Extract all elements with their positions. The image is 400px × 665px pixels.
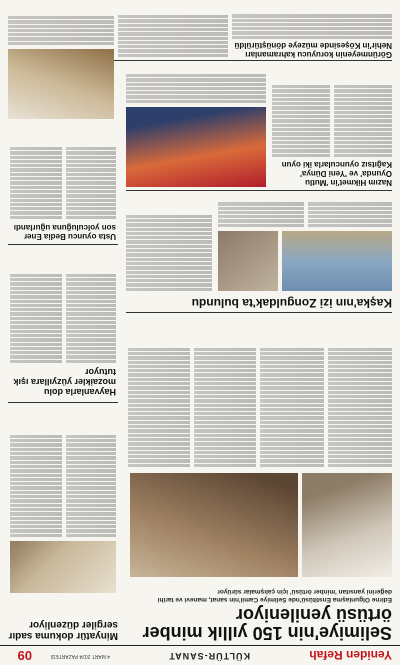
sidebar-divider xyxy=(8,402,118,403)
lead-headline: Selimiye'nin 150 yıllık minber örtüsü yenileniyor xyxy=(142,605,392,643)
lower-photo-stage xyxy=(126,107,266,187)
newspaper-logo: Yeniden Refah xyxy=(309,648,392,662)
middle-photo-left xyxy=(282,231,392,291)
middle-photo-center xyxy=(218,231,278,291)
lead-deck: Edirne Olgunlaşma Enstitüsü'nde Selimiye Camii'nin sanat, manevi ve tarihi değerini yansıtan 'minber örtüsü' için çalışmalar sürüyor xyxy=(157,588,392,603)
lead-text-col-2 xyxy=(260,317,324,467)
middle-headline: Kaşka'nın izi Zonguldak'ta bulundu xyxy=(191,296,392,310)
lead-text-col-1 xyxy=(328,317,392,467)
lead-photo-main xyxy=(130,473,298,577)
sidebar-photo xyxy=(10,541,116,593)
middle-text-col-1 xyxy=(308,195,392,227)
bottom-text-col-3 xyxy=(8,5,114,45)
lower-right-text xyxy=(126,65,266,103)
bottom-photo xyxy=(8,49,114,119)
middle-divider xyxy=(126,312,392,313)
lead-photo-portrait xyxy=(302,473,392,577)
sidebar-headline: Minyatür dokuma sadır sergiler düzenliyor xyxy=(8,619,118,641)
right-mid-headline: Usta oyuncu Bedia Ener son yolculuğuna uğurlandı xyxy=(13,223,116,241)
lead-text-col-3 xyxy=(194,317,256,467)
bottom-text-col-1 xyxy=(118,5,228,57)
right-mid-text-col-1 xyxy=(66,125,116,219)
lead-text-col-4 xyxy=(128,317,190,467)
section-label: KÜLTÜR-SANAT xyxy=(168,651,250,661)
sidebar-sub-text-col-2 xyxy=(10,251,62,363)
issue-date: 4 MART 2024 PAZARTESİ xyxy=(50,653,110,659)
lower-left-text-col-2 xyxy=(272,65,330,157)
masthead xyxy=(0,645,400,665)
sidebar-sub-text-col-1 xyxy=(66,251,116,363)
bottom-headline: Görünmeyenin koruyucu kahramanları Nehir'in Köşesinde müzeye dönüştürüldü xyxy=(234,41,392,59)
sidebar-text-col-1 xyxy=(66,409,116,537)
sidebar-text-col-2 xyxy=(10,409,62,537)
lower-divider xyxy=(126,190,392,191)
middle-text-col-2 xyxy=(218,195,304,227)
right-mid-text-col-2 xyxy=(10,125,62,219)
middle-text-right xyxy=(126,195,212,291)
lower-left-text-col-1 xyxy=(334,65,392,157)
page-number: 09 xyxy=(17,648,32,663)
right-mid-divider xyxy=(8,244,118,245)
sidebar-sub-headline: Hayvanlarla dolu mozaikler yüzyıllara ışık tutuyor xyxy=(13,367,116,397)
lower-left-headline: Nazım Hikmet'in 'Mutlu Oyunda' ve 'Yeni Dünya' Kağıtsız oyuncularla iki oyun xyxy=(281,160,392,187)
bottom-text-col-2 xyxy=(232,5,392,39)
